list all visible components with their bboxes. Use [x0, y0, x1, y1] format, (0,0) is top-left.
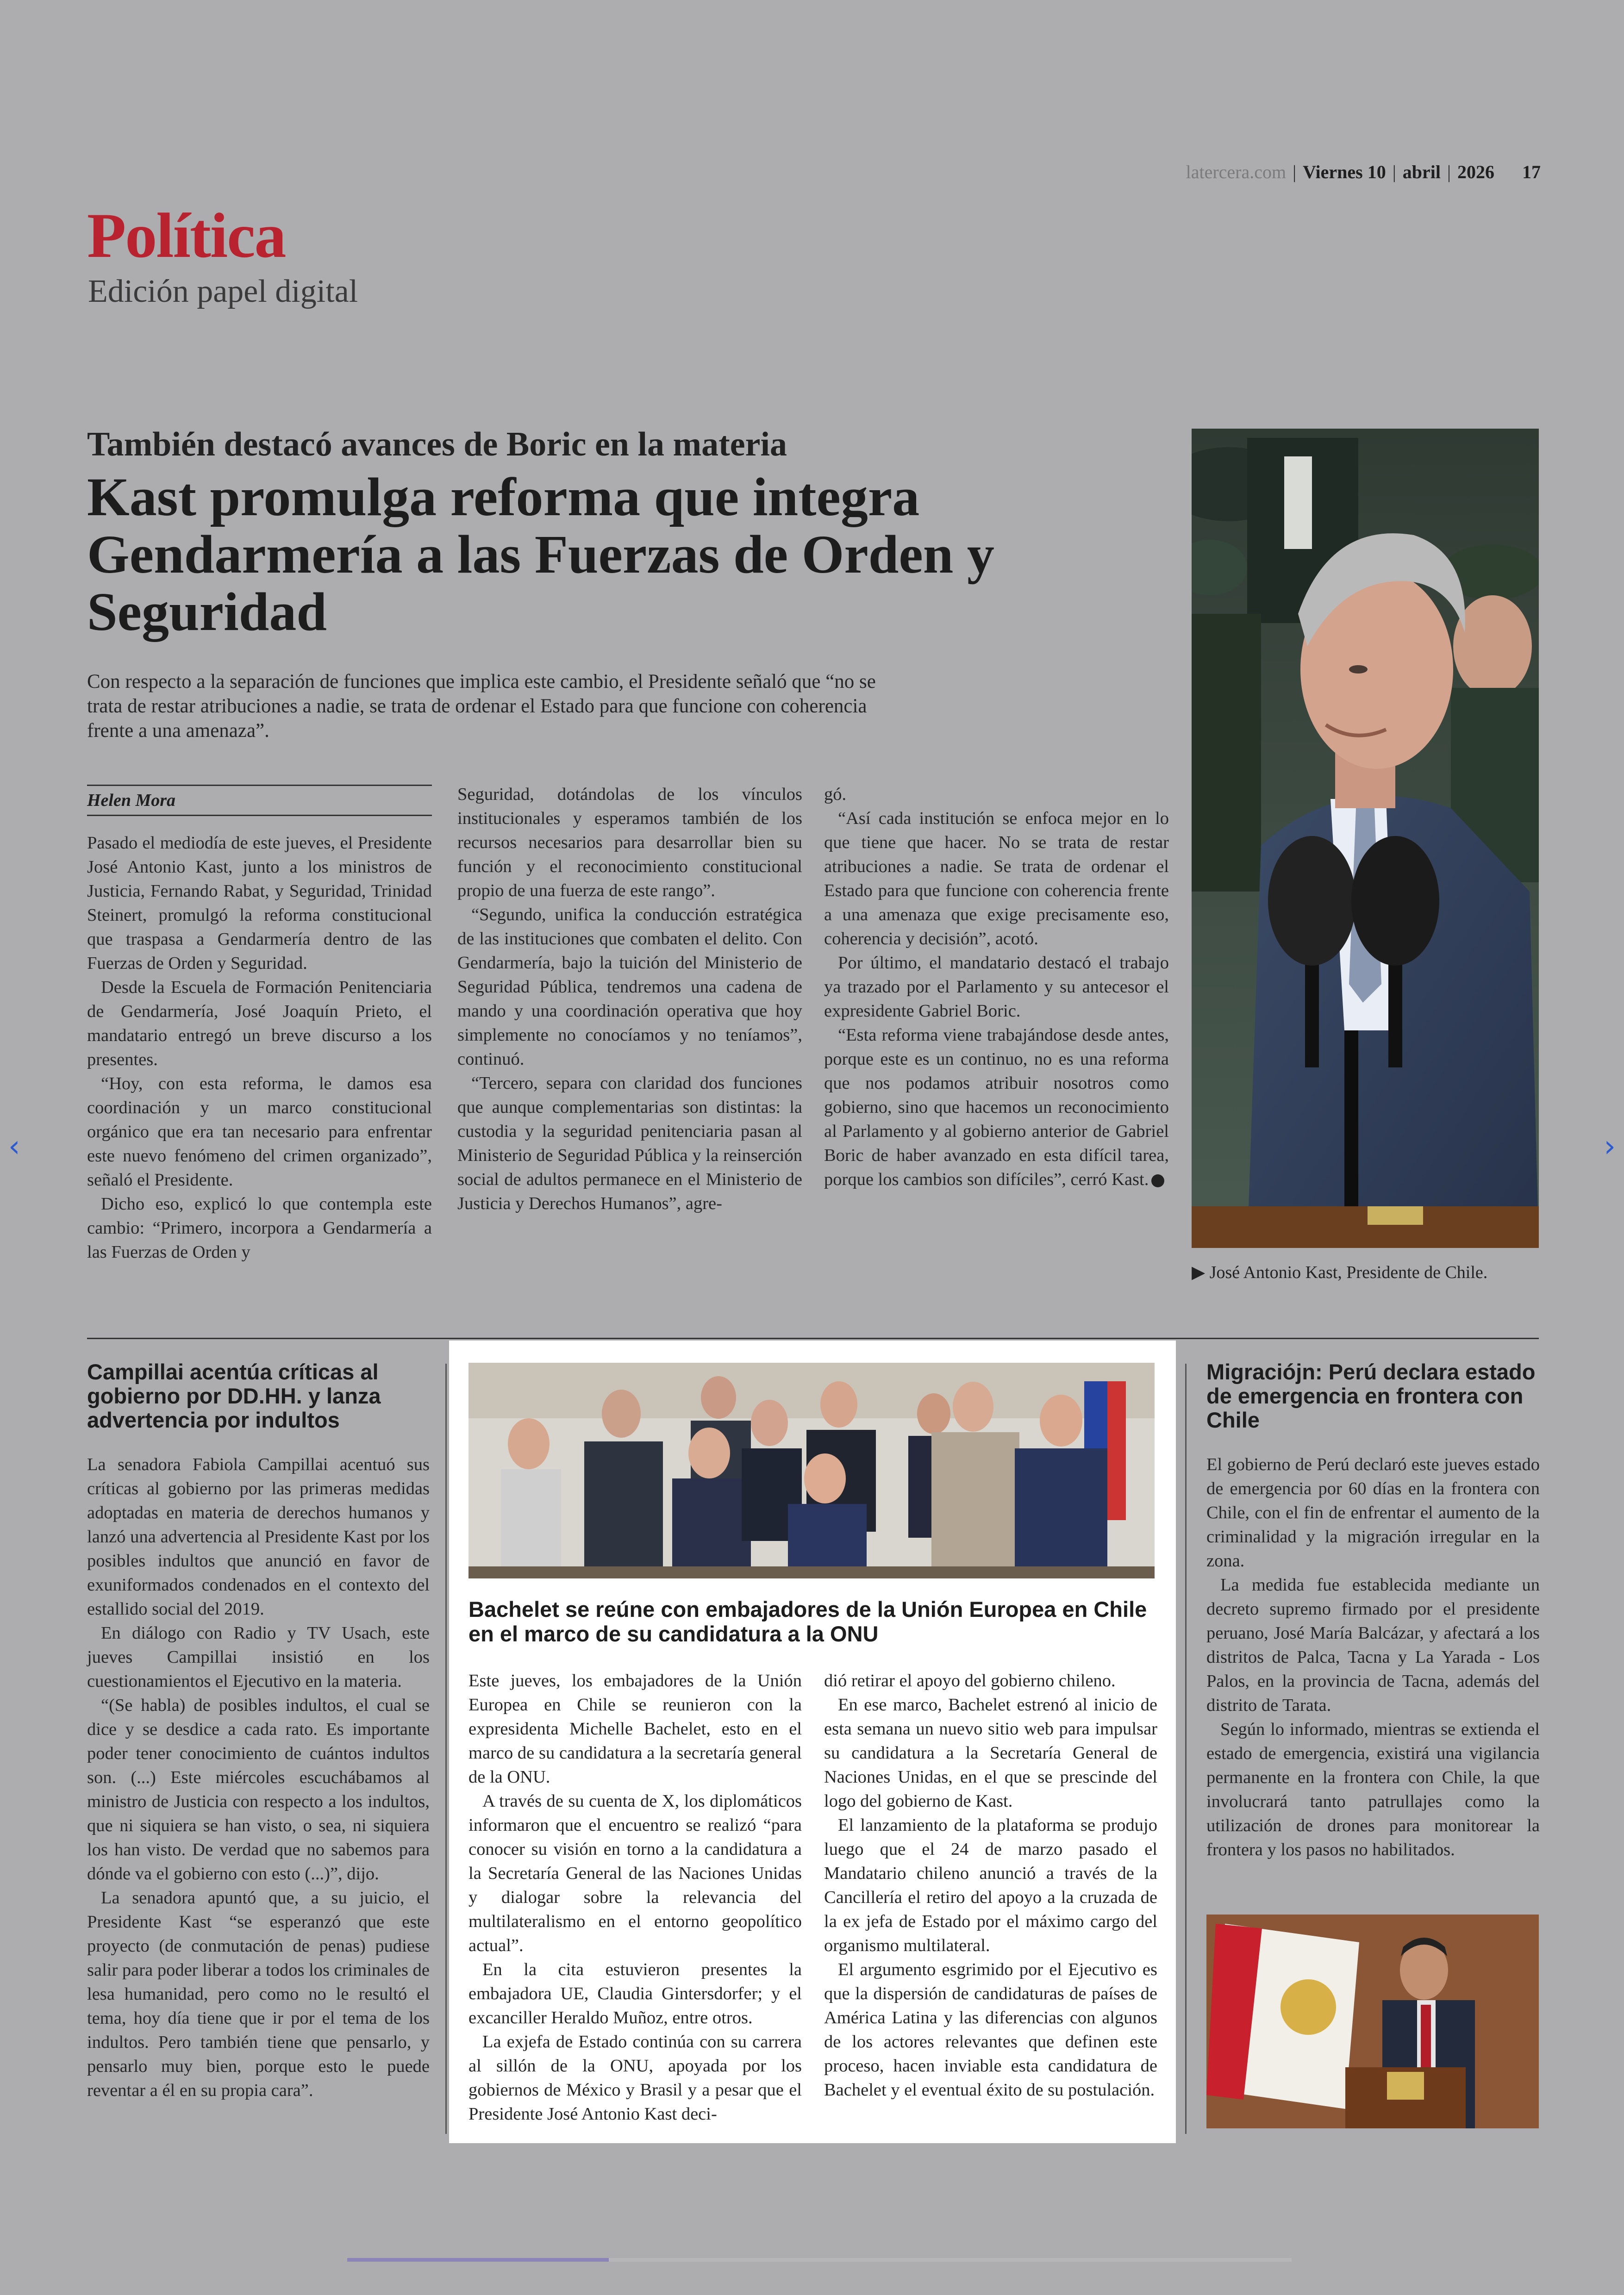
masthead-day: Viernes 10	[1303, 162, 1386, 182]
paragraph: En la cita estuvieron presentes la embajadora UE, Claudia Gintersdorfer; y el excanciller Heraldo Muñoz, entre otros.	[468, 1960, 802, 2027]
paragraph: La senadora apuntó que, a su juicio, el Presidente Kast “se esperanzó que este proyecto (de conmutación de penas) pudiese salir para poder liberar a todos los criminales de lesa humanidad, pero como no le resultó el tema, hoy día tiene que ir por el tema de los indultos. Pero también tiene que pensarlo, y pensarlo muy bien, porque esto le puede reventar a él en su propia cara”.	[87, 1888, 430, 2100]
main-photo-caption: ▶ José Antonio Kast, Presidente de Chile.	[1192, 1263, 1488, 1282]
paragraph: “Hoy, con esta reforma, le damos esa coordinación y un marco constitucional orgánico que era tan necesario para enfrentar este nuevo fenómeno del crimen organizado”, señaló el Presidente.	[87, 1074, 432, 1190]
main-column-2	[457, 782, 802, 1216]
masthead-year: 2026	[1457, 162, 1494, 182]
chevron-right-icon[interactable]: ›	[1604, 1129, 1616, 1164]
paragraph: El argumento esgrimido por el Ejecutivo es que la dispersión de candidaturas de países de América Latina y las diferencias con algunos de los actores relevantes que definen este proceso, hacen inviable esta candidatura de Bachelet y el eventual éxito de su postulación.	[824, 1960, 1157, 2100]
page-number: 17	[1522, 162, 1541, 182]
right-story-body	[1206, 1453, 1540, 1862]
section-title: Política	[87, 200, 286, 271]
paragraph: gó.	[824, 785, 847, 804]
paragraph: Este jueves, los embajadores de la Unión Europea en Chile se reunieron con la expresidenta Michelle Bachelet, esto en el marco de su candidatura a la secretaría general de la ONU.	[468, 1671, 802, 1787]
paragraph: A través de su cuenta de X, los diplomáticos informaron que el encuentro se realizó “para conocer su visión en torno a la candidatura a la Secretaría General de las Naciones Unidas y dialogar sobre la relevancia del multilateralismo en el entorno geopolítico actual”.	[468, 1791, 802, 1955]
right-story-title: Migraciójn: Perú declara estado de emergencia en frontera con Chile	[1206, 1360, 1536, 1432]
section-divider	[87, 1338, 1539, 1339]
paragraph: La senadora Fabiola Campillai acentuó sus críticas al gobierno por las primeras medidas adoptadas en materia de derechos humanos y lanzó una advertencia al Presidente Kast por los posibles indultos que anunció en favor de exuniformados condenados en el contexto del estallido social del 2019.	[87, 1455, 430, 1619]
paragraph: Pasado el mediodía de este jueves, el Presidente José Antonio Kast, junto a los ministros de Justicia, Fernando Rabat, y Seguridad, Trinidad Steinert, promulgó la reforma constitucional que traspasa a Gendarmería dentro de las Fuerzas de Orden y Seguridad.	[87, 833, 432, 973]
masthead: latercera.com | Viernes 10 | abril | 2026 17	[1186, 162, 1541, 182]
main-column-1	[87, 831, 432, 1264]
author-byline: Helen Mora	[87, 785, 432, 816]
paragraph: En ese marco, Bachelet estrenó al inicio de esta semana un nuevo sitio web para impulsar su candidatura a la Secretaría General de Naciones Unidas, en el que se prescinde del logo del gobierno de Kast.	[824, 1695, 1157, 1811]
right-story-photo	[1206, 1915, 1539, 2128]
paragraph: “Así cada institución se enfoca mejor en lo que tiene que hacer. No se trata de restar atribuciones a nadie. Se trata de ordenar el Estado para que funcione con coherencia frente a una amenaza que exige precisamente eso, coherencia y decisión”, acotó.	[824, 809, 1169, 948]
edition-label: Edición papel digital	[88, 274, 358, 309]
masthead-site: latercera.com	[1186, 162, 1287, 182]
paragraph: Seguridad, dotándolas de los vínculos institucionales y esperamos también de los recursos necesarios para desarrollar bien su función y el reconocimiento constitucional propio de una fuerza de este rango”.	[457, 785, 802, 900]
paragraph: “Esta reforma viene trabajándose desde antes, porque este es un continuo, no es una reforma que nos podamos atribuir nosotros como gobierno, sino que hacemos un reconocimiento al Parlamento y al gobierno anterior de Gabriel Boric de haber avanzado en esta difícil tarea, porque los cambios son difíciles”, cerró Kast.	[824, 1025, 1169, 1189]
left-story-body	[87, 1453, 430, 2102]
main-headline: Kast promulga reforma que integra Gendarmería a las Fuerzas de Orden y Seguridad	[87, 467, 994, 642]
paragraph: Por último, el mandatario destacó el trabajo ya trazado por el Parlamento y su antecesor el expresidente Gabriel Boric.	[824, 953, 1169, 1021]
main-lede: Con respecto a la separación de funciones que implica este cambio, el Presidente señaló que “no se trata de restar atribuciones a nadie, se trata de ordenar el Estado para que funcione con coherencia frente a una amenaza”.	[87, 671, 876, 742]
paragraph: La medida fue establecida mediante un decreto supremo firmado por el presidente peruano, José María Balcázar, y afectará a los distritos de Palca, Tacna y La Yarada - Los Palos, en la provincia de Tacna, además del distrito de Tarata.	[1206, 1575, 1540, 1715]
main-column-3	[824, 782, 1169, 1191]
paragraph: El lanzamiento de la plataforma se produjo luego que el 24 de marzo pasado el Mandatario chileno anunció a través de la Cancillería el retiro del apoyo a la cruzada de la ex jefa de Estado por el máximo cargo del organismo multilateral.	[824, 1815, 1157, 1955]
center-story-column-2	[824, 1669, 1157, 2102]
main-photo	[1192, 429, 1539, 1248]
paragraph: “(Se habla) de posibles indultos, el cual se dice y se desdice a cada rato. Es importante poder tener conocimiento de cuántos indultos son. (...) Este miércoles escuchábamos al ministro de Justicia con respecto a los indultos, que ni siquiera se han visto, o sea, ni siquiera los han visto. De verdad que no sabemos para dónde va el gobierno con esto (...)”, dijo.	[87, 1696, 430, 1883]
column-rule	[445, 1364, 447, 2134]
paragraph: “Segundo, unifica la conducción estratégica de las instituciones que combaten el delito. Con Gendarmería, bajo la tuición del Ministerio de Seguridad Pública, tendremos una cadena de mando y una coordinación operativa que hoy simplemente no conocíamos y no teníamos”, continuó.	[457, 905, 802, 1069]
chevron-left-icon[interactable]: ‹	[8, 1129, 20, 1164]
center-story-column-1	[468, 1669, 802, 2126]
end-mark	[1151, 1174, 1164, 1187]
caption-arrow-icon: ▶	[1192, 1263, 1210, 1282]
paragraph: El gobierno de Perú declaró este jueves estado de emergencia por 60 días en la frontera con Chile, con el fin de enfrentar el aumento de la criminalidad y la migración irregular en la zona.	[1206, 1455, 1540, 1571]
main-kicker: También destacó avances de Boric en la materia	[87, 425, 787, 463]
column-rule	[1185, 1364, 1187, 2134]
paragraph: Desde la Escuela de Formación Penitenciaria de Gendarmería, José Joaquín Prieto, el mandatario entregó un breve discurso a los presentes.	[87, 978, 432, 1069]
left-story-title: Campillai acentúa críticas al gobierno por DD.HH. y lanza advertencia por indultos	[87, 1360, 381, 1432]
paragraph: “Tercero, separa con claridad dos funciones que aunque complementarias son distintas: la custodia y la seguridad penitenciaria pasan al Ministerio de Seguridad Pública y la reinserción social de adultos permanece en el Ministerio de Justicia y Derechos Humanos”, agre-	[457, 1073, 802, 1213]
paragraph: La exjefa de Estado continúa con su carrera al sillón de la ONU, apoyada por los gobiernos de México y Brasil y a pesar que el Presidente José Antonio Kast deci-	[468, 2032, 802, 2124]
center-story-photo	[468, 1363, 1155, 1578]
masthead-month: abril	[1402, 162, 1441, 182]
page-progress-fill	[347, 2258, 609, 2262]
center-story-title: Bachelet se reúne con embajadores de la Unión Europea en Chile en el marco de su candidatura a la ONU	[468, 1597, 1147, 1646]
paragraph: En diálogo con Radio y TV Usach, este jueves Campillai insistió en los cuestionamientos el Ejecutivo en la materia.	[87, 1623, 430, 1691]
paragraph: Según lo informado, mientras se extienda el estado de emergencia, existirá una vigilancia permanente en la frontera con Chile, la que involucrará tanto patrullajes como la utilización de drones para monitorear la frontera y los pasos no habilitados.	[1206, 1720, 1540, 1859]
paragraph: Dicho eso, explicó lo que contempla este cambio: “Primero, incorpora a Gendarmería a las Fuerzas de Orden y	[87, 1194, 432, 1262]
paragraph: dió retirar el apoyo del gobierno chileno.	[824, 1671, 1116, 1690]
